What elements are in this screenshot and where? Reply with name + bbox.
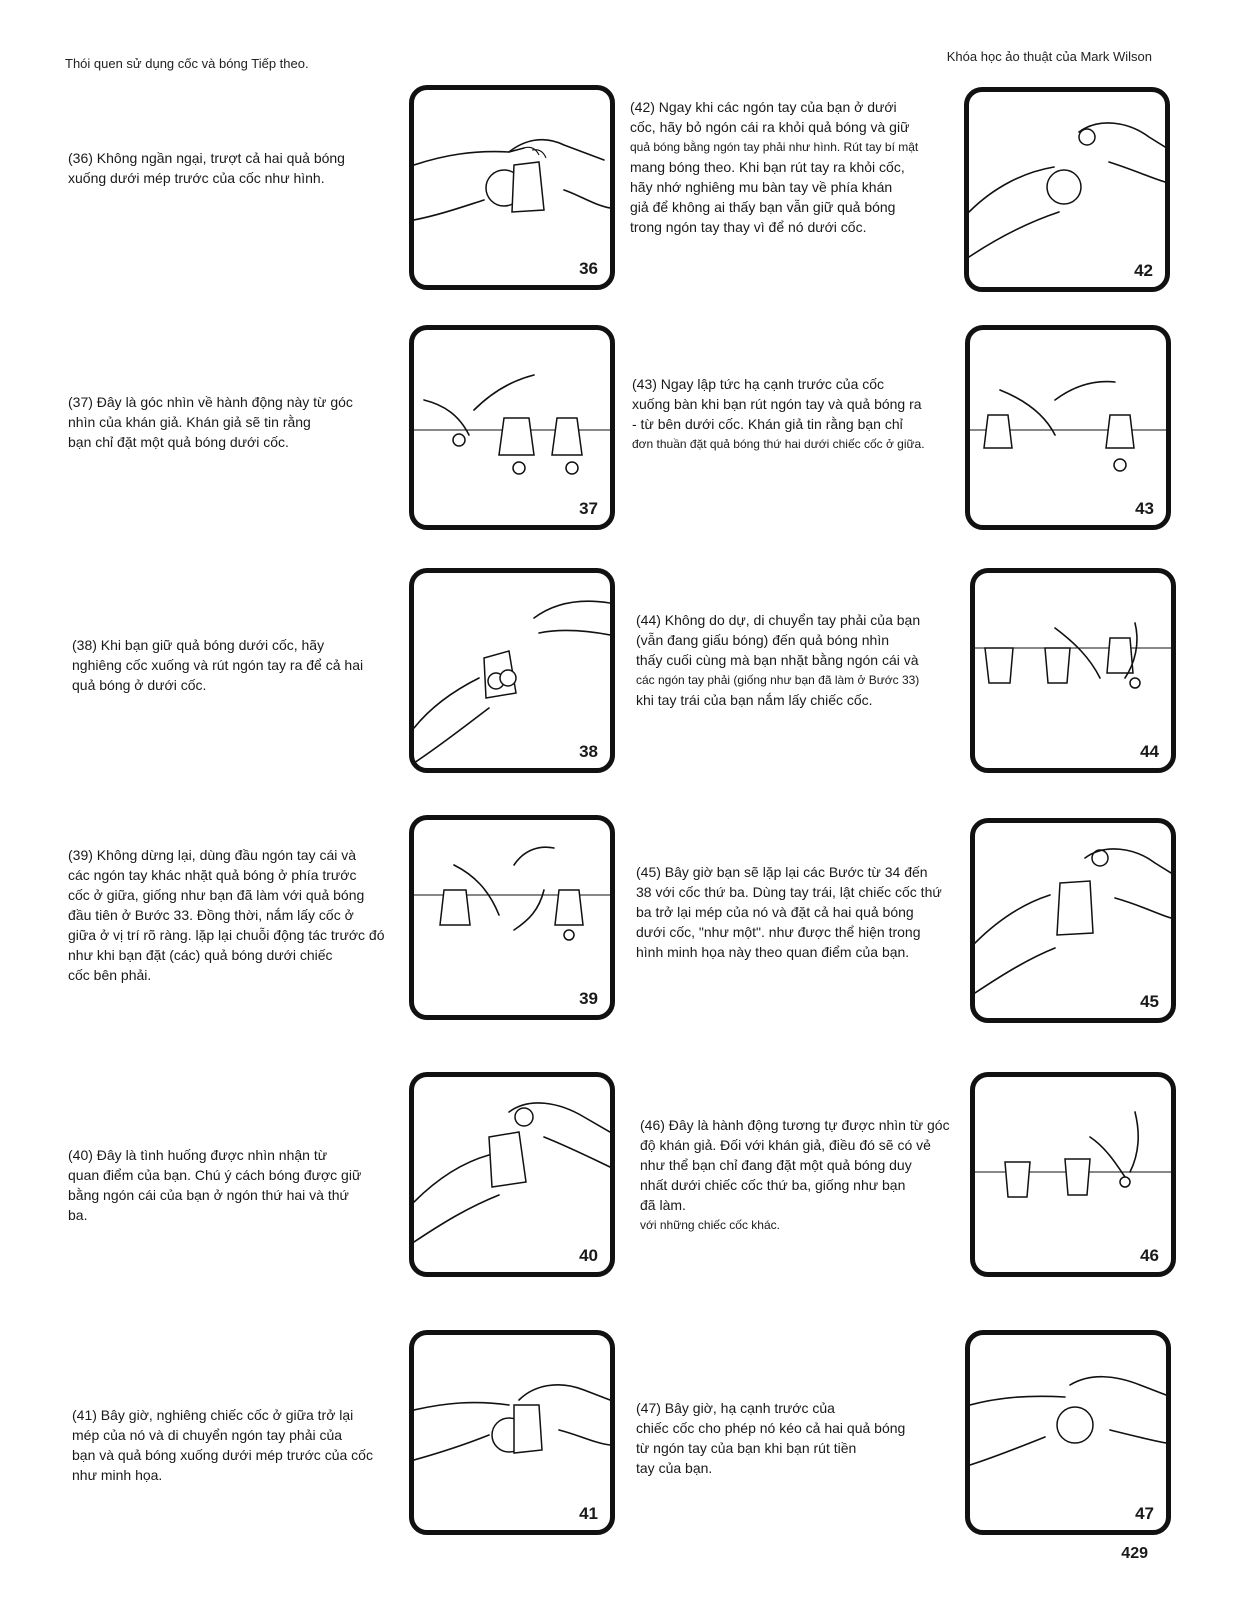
figure-number: 46: [1140, 1246, 1159, 1265]
step-39-text: (39) Không dừng lại, dùng đầu ngón tay cái và các ngón tay khác nhặt quả bóng ở phía trước cốc ở giữa, giống như bạn đã làm với quả bóng đầu tiên ở Bước 33. Đồng thời, nắm lấy cốc ở giữa ở vị trí rõ ràng. lặp lại chuỗi động tác trước đó như khi bạn đặt (các) quả bóng dưới chiếc cốc bên phải.: [68, 847, 385, 983]
step-36-text: (36) Không ngần ngại, trượt cả hai quả bóng xuống dưới mép trước của cốc như hình.: [68, 150, 345, 186]
hands-cup-ball-illustration: [414, 1335, 610, 1530]
step-38-text: (38) Khi bạn giữ quả bóng dưới cốc, hãy nghiêng cốc xuống và rút ngón tay ra để cả hai quả bóng ở dưới cốc.: [72, 637, 364, 693]
hands-cups-table-illustration: [970, 330, 1166, 525]
hand-cup-illustration: [975, 823, 1171, 1018]
hands-ball-under-cup-illustration: [969, 92, 1165, 287]
illustration-panel-37: [409, 325, 615, 530]
illustration-panel-44: [970, 568, 1176, 773]
step-47-text: (47) Bây giờ, hạ cạnh trước của chiếc cốc cho phép nó kéo cả hai quả bóng từ ngón tay của bạn khi bạn rút tiền tay của bạn.: [636, 1400, 906, 1476]
figure-number: 37: [579, 499, 598, 518]
step-45-text: (45) Bây giờ bạn sẽ lặp lại các Bước từ 34 đến 38 với cốc thứ ba. Dùng tay trái, lật chiếc cốc thứ ba trở lại mép của nó và đặt cả hai quả bóng dưới cốc, "như một". như được thể hiện trong hình minh họa này theo quan điểm của bạn.: [636, 864, 942, 960]
figure-number: 42: [1134, 261, 1153, 280]
hands-cups-table-illustration: [975, 1077, 1171, 1272]
figure-number: 43: [1135, 499, 1154, 518]
illustration-panel-40: [409, 1072, 615, 1277]
illustration-panel-45: [970, 818, 1176, 1023]
hands-cups-table-illustration: [414, 330, 610, 525]
illustration-panel-43: [965, 325, 1171, 530]
illustration-panel-38: [409, 568, 615, 773]
step-44-text: (44) Không do dự, di chuyển tay phải của bạn (vẫn đang giấu bóng) đến quả bóng nhìn thấy cuối cùng mà bạn nhặt bằng ngón cái và các ngón tay phải (giống như bạn đã làm ở Bước 33) khi tay trái của bạn nắm lấy chiếc cốc.: [636, 612, 921, 708]
figure-number: 45: [1140, 992, 1159, 1011]
running-header-left: Thói quen sử dụng cốc và bóng Tiếp theo.: [65, 56, 309, 71]
illustration-panel-46: [970, 1072, 1176, 1277]
figure-number: 39: [579, 989, 598, 1008]
step-43-text: (43) Ngay lập tức hạ cạnh trước của cốc xuống bàn khi bạn rút ngón tay và quả bóng ra - từ bên dưới cốc. Khán giả tin rằng bạn chỉ đơn thuần đặt quả bóng thứ hai dưới chiếc cốc ở giữa.: [632, 376, 925, 451]
hand-tilting-cup-illustration: [414, 573, 610, 768]
hand-holding-ball-illustration: [414, 1077, 610, 1272]
illustration-panel-36: [409, 85, 615, 290]
hands-cup-illustration: [414, 90, 610, 285]
illustration-panel-42: [964, 87, 1170, 292]
hands-cup-ball-illustration: [970, 1335, 1166, 1530]
hands-picking-ball-illustration: [414, 820, 610, 1015]
figure-number: 44: [1140, 742, 1159, 761]
figure-number: 40: [579, 1246, 598, 1265]
figure-number: 38: [579, 742, 598, 761]
step-41-text: (41) Bây giờ, nghiêng chiếc cốc ở giữa trở lại mép của nó và di chuyển ngón tay phải của bạn và quả bóng xuống dưới mép trước của cốc như minh họa.: [72, 1407, 373, 1483]
illustration-panel-41: [409, 1330, 615, 1535]
step-37-text: (37) Đây là góc nhìn về hành động này từ góc nhìn của khán giả. Khán giả sẽ tin rằng bạn chỉ đặt một quả bóng dưới cốc.: [68, 394, 353, 450]
hands-cups-table-illustration: [975, 573, 1171, 768]
step-40-text: (40) Đây là tình huống được nhìn nhận từ quan điểm của bạn. Chú ý cách bóng được giữ bằng ngón cái của bạn ở ngón thứ hai và thứ ba.: [68, 1147, 362, 1223]
figure-number: 36: [579, 259, 598, 278]
figure-number: 41: [579, 1504, 598, 1523]
illustration-panel-39: [409, 815, 615, 1020]
running-header-right: Khóa học ảo thuật của Mark Wilson: [946, 49, 1152, 64]
illustration-panel-47: [965, 1330, 1171, 1535]
step-42-text: (42) Ngay khi các ngón tay của bạn ở dưới cốc, hãy bỏ ngón cái ra khỏi quả bóng và giữ quả bóng bằng ngón tay phải như hình. Rút tay bí mật mang bóng theo. Khi bạn rút tay ra khỏi cốc, hãy nhớ nghiêng mu bàn tay về phía khán giả để không ai thấy bạn vẫn giữ quả bóng trong ngón tay thay vì để nó dưới cốc.: [630, 99, 919, 235]
page-number: 429: [1121, 1545, 1148, 1562]
figure-number: 47: [1135, 1504, 1154, 1523]
step-46-text: (46) Đây là hành động tương tự được nhìn từ góc độ khán giả. Đối với khán giả, điều đó sẽ có vẻ như thể bạn chỉ đang đặt một quả bóng duy nhất dưới chiếc cốc thứ ba, giống như bạn đã làm. với những chiếc cốc khác.: [640, 1117, 950, 1232]
